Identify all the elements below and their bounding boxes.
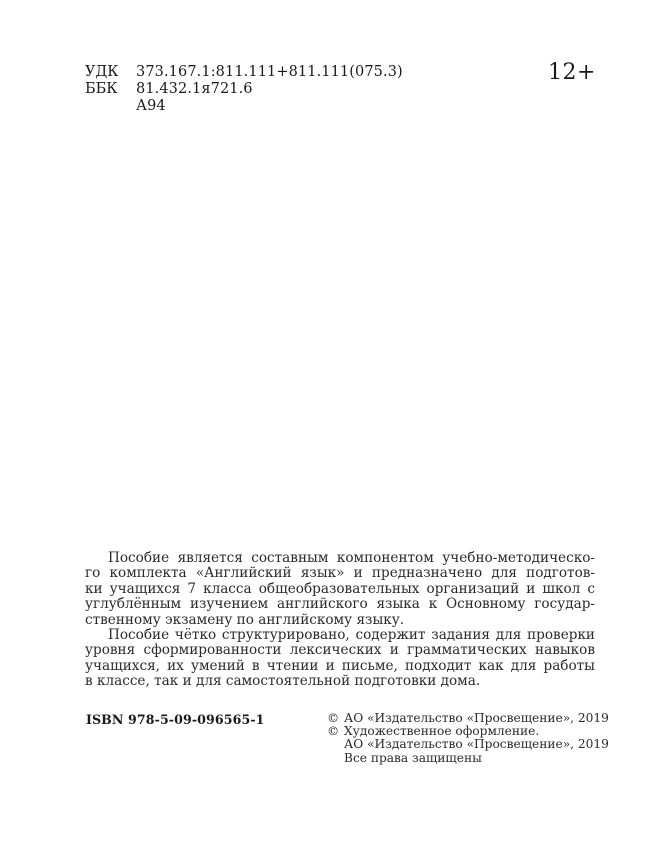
- paragraph-line: в классе, так и для самостоятельной подготовки дома.: [85, 673, 481, 690]
- copyright-text: АО «Издательство «Просвещение», 2019: [344, 737, 609, 752]
- annotation-paragraph-1: [85, 551, 595, 628]
- bbk-label: ББК: [85, 81, 118, 97]
- udk-label: УДК: [85, 64, 119, 80]
- copyright-text: Все права защищены: [344, 750, 482, 765]
- paragraph-line: учащихся, их умений в чтении и письме, подходит как для работы: [85, 657, 595, 674]
- author-sign-row: [85, 98, 403, 115]
- paragraph-line: углублённым изучением английского языка к Основному государ-: [85, 596, 595, 613]
- udk-value: 373.167.1:811.111+811.111(075.3): [136, 64, 403, 80]
- bbk-value: 81.432.1я721.6: [136, 81, 253, 97]
- copyright-line: [327, 738, 609, 751]
- author-sign: А94: [136, 98, 166, 114]
- library-classification: [85, 64, 403, 115]
- copyright-icon: ©: [327, 724, 340, 739]
- paragraph-line: ственному экзамену по английскому языку.: [85, 611, 405, 628]
- annotation-text: [85, 551, 595, 690]
- rights-reserved: [327, 752, 609, 765]
- isbn: ISBN 978-5-09-096565-1: [86, 712, 265, 727]
- paragraph-line: Пособие является составным компонентом учебно-методическо-: [108, 550, 595, 566]
- copyright-text: АО «Издательство «Просвещение», 2019: [344, 711, 609, 725]
- copyright-icon: ©: [327, 711, 340, 725]
- paragraph-line: ки учащихся 7 класса общеобразовательных организаций и школ с: [85, 580, 595, 597]
- paragraph-line: го комплекта «Английский язык» и предназначено для подготов-: [85, 565, 595, 582]
- bbk-row: [85, 81, 403, 98]
- udk-row: [85, 64, 403, 81]
- age-rating: 12+: [548, 60, 596, 85]
- paragraph-line: уровня сформированности лексических и грамматических навыков: [85, 642, 595, 659]
- annotation-paragraph-2: [85, 628, 595, 690]
- copyright-notice: [327, 712, 609, 765]
- paragraph-line: Пособие чётко структурировано, содержит задания для проверки: [108, 626, 595, 643]
- copyright-text: Художественное оформление.: [344, 724, 540, 739]
